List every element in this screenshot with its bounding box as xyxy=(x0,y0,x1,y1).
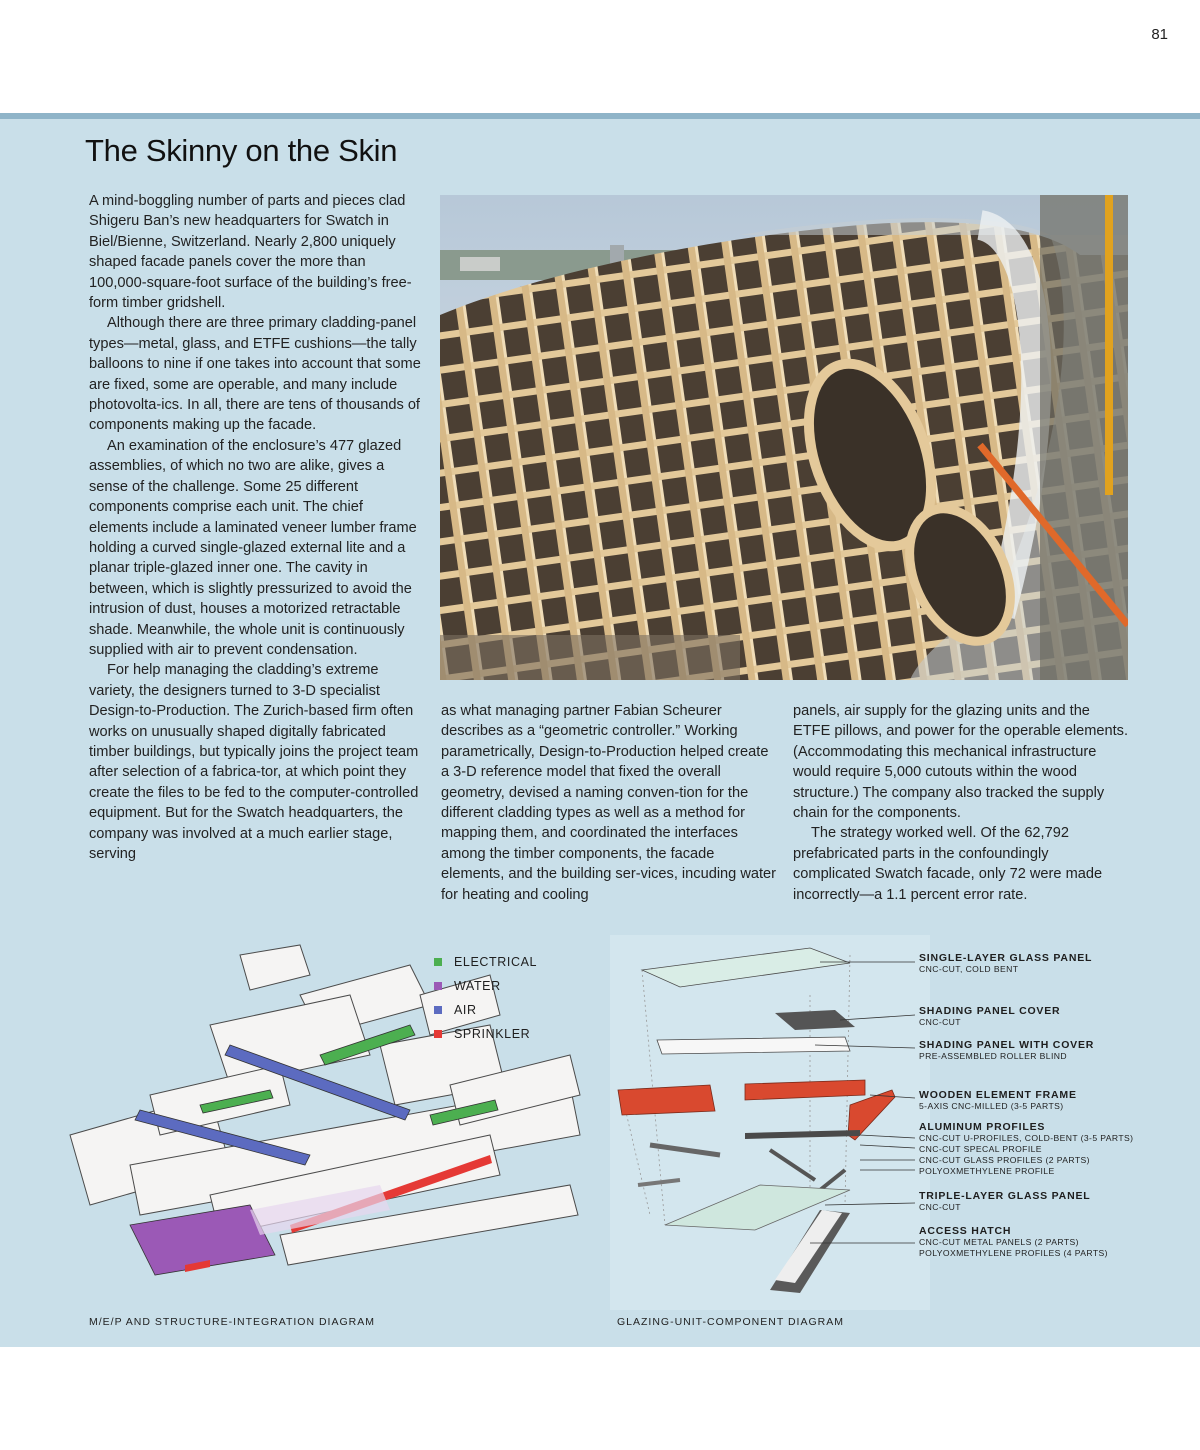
article-title: The Skinny on the Skin xyxy=(85,133,398,168)
glazing-diagram-caption: GLAZING-UNIT-COMPONENT DIAGRAM xyxy=(617,1316,844,1328)
callout-shading-cover xyxy=(919,1005,1060,1028)
callout-leader-lines xyxy=(780,950,920,1250)
paragraph: A mind-boggling number of parts and pieces clad Shigeru Ban’s new headquarters for Swatch in Biel/Bienne, Switzerland. Nearly 2,800 uniquely shaped facade panels cover the more than 100,000-square-foot surface of the building’s free-form timber gridshell. xyxy=(89,193,412,312)
callout-title: ACCESS HATCH xyxy=(919,1225,1012,1237)
mep-legend xyxy=(434,950,537,1046)
body-column-3 xyxy=(793,701,1129,905)
callout-title: ALUMINUM PROFILES xyxy=(919,1121,1046,1133)
callout-title: TRIPLE-LAYER GLASS PANEL xyxy=(919,1190,1091,1202)
legend-item-water xyxy=(434,974,537,998)
callout-subtitle: PRE-ASSEMBLED ROLLER BLIND xyxy=(919,1051,1067,1061)
callout-subtitle: CNC-CUT METAL PANELS (2 PARTS) xyxy=(919,1237,1079,1247)
mep-diagram-caption: M/E/P AND STRUCTURE-INTEGRATION DIAGRAM xyxy=(89,1316,375,1328)
legend-item-electrical xyxy=(434,950,537,974)
legend-label: SPRINKLER xyxy=(454,1027,531,1041)
legend-label: WATER xyxy=(454,979,501,993)
electrical-swatch xyxy=(434,958,442,966)
legend-item-air xyxy=(434,998,537,1022)
callout-access-hatch xyxy=(919,1225,1108,1259)
callout-subtitle: CNC-CUT xyxy=(919,1202,961,1212)
legend-label: ELECTRICAL xyxy=(454,955,538,969)
paragraph: The strategy worked well. Of the 62,792 prefabricated parts in the confoundingly complicated Swatch facade, only 72 were made incorrectly—a 1.1 percent error rate. xyxy=(793,825,1103,903)
water-swatch xyxy=(434,982,442,990)
callout-single-layer-glass xyxy=(919,952,1092,975)
callout-subtitle: CNC-CUT xyxy=(919,1017,961,1027)
callout-title: WOODEN ELEMENT FRAME xyxy=(919,1089,1077,1101)
callout-title: SHADING PANEL WITH COVER xyxy=(919,1039,1095,1051)
callout-subtitle: POLYOXMETHYLENE PROFILE xyxy=(919,1166,1055,1176)
air-swatch xyxy=(434,1006,442,1014)
gridshell-construction-photo xyxy=(440,195,1128,680)
callout-wooden-frame xyxy=(919,1089,1077,1112)
legend-label: AIR xyxy=(454,1003,477,1017)
paragraph: For help managing the cladding’s extreme variety, the designers turned to 3-D specialist Design-to-Production. The Zurich-based firm often works on unusually shaped digitally fabricated timber buildings, but typically joins the project team after selection of a fabrica-tor, at which point they create the files to be fed to the computer-controlled equipment. But for the Swatch headquarters, the company was involved at a much earlier stage, serving xyxy=(89,662,419,862)
callout-shading-panel xyxy=(919,1039,1094,1062)
callout-aluminum-profiles xyxy=(919,1121,1133,1177)
sprinkler-swatch xyxy=(434,1030,442,1038)
paragraph: panels, air supply for the glazing units and the ETFE pillows, and power for the operable elements. (Accommodating this mechanical infrastructure would require 5,000 cutouts within the wood structure.) The company also tracked the supply chain for the components. xyxy=(793,703,1129,822)
paragraph: Although there are three primary cladding-panel types—metal, glass, and ETFE cushions—the tally balloons to nine if one takes into account that some are fixed, some are operable, and many include photovolta-ics. In all, there are tens of thousands of components making up the facade. xyxy=(89,315,421,434)
body-column-2 xyxy=(441,701,777,905)
callout-subtitle: CNC-CUT GLASS PROFILES (2 PARTS) xyxy=(919,1155,1090,1165)
legend-item-sprinkler xyxy=(434,1022,537,1046)
callout-subtitle: 5-AXIS CNC-MILLED (3-5 PARTS) xyxy=(919,1101,1064,1111)
callout-triple-layer-glass xyxy=(919,1190,1090,1213)
paragraph: as what managing partner Fabian Scheurer describes as a “geometric controller.” Working parametrically, Design-to-Production helped create a 3-D reference model that fixed the overall geometry, devised a naming conven-tion for the different cladding types as well as a method for mapping them, and coordinated the interfaces among the timber components, the facade elements, and the building ser-vices, incuding water for heating and cooling xyxy=(441,703,777,903)
callout-subtitle: CNC-CUT SPECAL PROFILE xyxy=(919,1144,1042,1154)
callout-subtitle: POLYOXMETHYLENE PROFILES (4 PARTS) xyxy=(919,1248,1108,1258)
callout-title: SINGLE-LAYER GLASS PANEL xyxy=(919,952,1093,964)
body-column-1 xyxy=(89,191,425,864)
callout-title: SHADING PANEL COVER xyxy=(919,1005,1061,1017)
callout-subtitle: CNC-CUT, COLD BENT xyxy=(919,964,1019,974)
page-number: 81 xyxy=(1151,26,1168,43)
paragraph: An examination of the enclosure’s 477 glazed assemblies, of which no two are alike, gives a sense of the challenge. Some 25 different components comprise each unit. The chief elements include a laminated veneer lumber frame holding a curved single-glazed external lite and a planar triple-glazed inner one. The cavity in between, which is slightly pressurized to avoid the intrusion of dust, houses a motorized retractable shade. Meanwhile, the whole unit is continuously supplied with air to prevent condensation. xyxy=(89,437,417,658)
callout-subtitle: CNC-CUT U-PROFILES, COLD-BENT (3-5 PARTS) xyxy=(919,1133,1134,1143)
